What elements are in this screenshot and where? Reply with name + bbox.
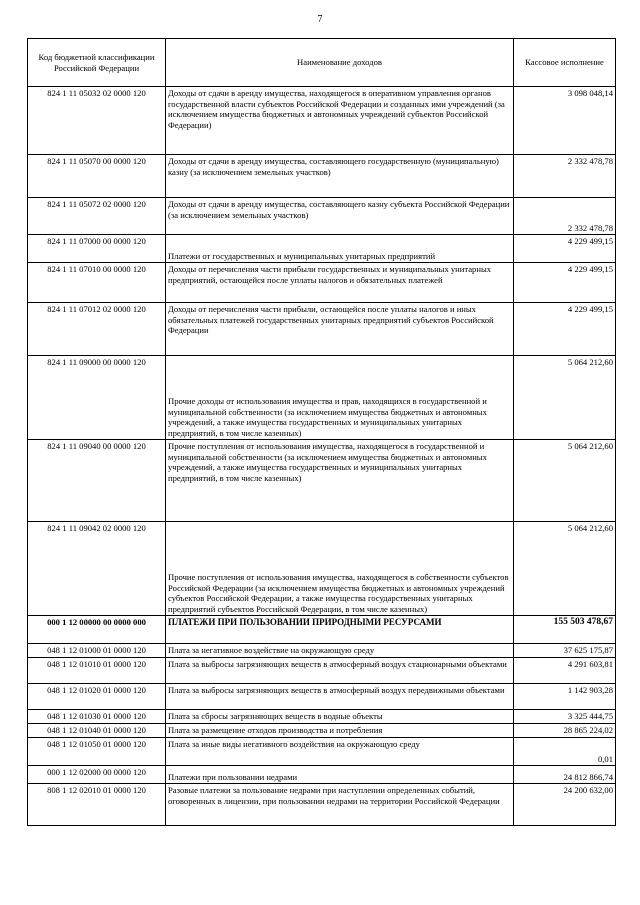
header-code: Код бюджетной классификации Российской Федерации	[28, 39, 166, 87]
row-name: Прочие доходы от использования имущества и прав, находящихся в государственной и муниципальной собственности (за исключением имущества бюджетных и автономных учреждений, а также имущества государственных и муниципальных унитарных предприятий, в том числе казенных)	[166, 356, 514, 440]
table-row	[28, 356, 616, 440]
row-amount: 3 325 444,75	[514, 710, 616, 724]
header-amount: Кассовое исполнение	[514, 39, 616, 87]
row-name: Разовые платежи за пользование недрами при наступлении определенных событий, оговоренных в лицензии, при пользовании недрами на территории Российской Федерации	[166, 784, 514, 826]
row-name: Доходы от сдачи в аренду имущества, составляющего казну субъекта Российской Федерации (за исключением земельных участков)	[166, 198, 514, 235]
row-amount: 24 200 632,00	[514, 784, 616, 826]
row-code: 824 1 11 07012 02 0000 120	[28, 303, 166, 356]
row-name: ПЛАТЕЖИ ПРИ ПОЛЬЗОВАНИИ ПРИРОДНЫМИ РЕСУРСАМИ	[166, 616, 514, 644]
row-code: 000 1 12 02000 00 0000 120	[28, 766, 166, 784]
row-code: 048 1 12 01050 01 0000 120	[28, 738, 166, 766]
table-row	[28, 235, 616, 263]
row-name: Плата за выбросы загрязняющих веществ в атмосферный воздух передвижными объектами	[166, 684, 514, 710]
row-name: Плата за размещение отходов производства и потребления	[166, 724, 514, 738]
row-amount: 5 064 212,60	[514, 440, 616, 522]
table-row	[28, 263, 616, 303]
table-row	[28, 440, 616, 522]
row-code: 048 1 12 01020 01 0000 120	[28, 684, 166, 710]
row-amount: 4 229 499,15	[514, 235, 616, 263]
row-code: 824 1 11 05072 02 0000 120	[28, 198, 166, 235]
row-code: 048 1 12 01040 01 0000 120	[28, 724, 166, 738]
table-row	[28, 155, 616, 198]
row-code: 824 1 11 07010 00 0000 120	[28, 263, 166, 303]
table-row	[28, 658, 616, 684]
row-name: Доходы от сдачи в аренду имущества, находящегося в оперативном управления органов государственной власти субъектов Российской Федерации и созданных ими учреждений (за исключением имущества бюджетных и автономных учреждений субъектов Российской Федерации)	[166, 87, 514, 155]
row-name: Плата за иные виды негативного воздействия на окружающую среду	[166, 738, 514, 766]
row-amount: 3 098 048,14	[514, 87, 616, 155]
table-row	[28, 684, 616, 710]
table-row	[28, 724, 616, 738]
table-row	[28, 784, 616, 826]
row-code: 824 1 11 05070 00 0000 120	[28, 155, 166, 198]
table-header-row	[28, 39, 616, 87]
row-amount: 2 332 478,78	[514, 155, 616, 198]
row-amount: 37 625 175,87	[514, 644, 616, 658]
row-amount: 5 064 212,60	[514, 522, 616, 616]
row-amount: 4 229 499,15	[514, 263, 616, 303]
row-amount: 4 291 603,81	[514, 658, 616, 684]
row-name: Плата за негативное воздействие на окружающую среду	[166, 644, 514, 658]
header-name: Наименование доходов	[166, 39, 514, 87]
table-row	[28, 522, 616, 616]
row-amount: 5 064 212,60	[514, 356, 616, 440]
row-code: 048 1 12 01010 01 0000 120	[28, 658, 166, 684]
table-row	[28, 766, 616, 784]
table-row-section	[28, 616, 616, 644]
row-code: 824 1 11 09042 02 0000 120	[28, 522, 166, 616]
row-code: 000 1 12 00000 00 0000 000	[28, 616, 166, 644]
row-amount: 2 332 478,78	[514, 198, 616, 235]
row-code: 824 1 11 07000 00 0000 120	[28, 235, 166, 263]
page-number: 7	[317, 14, 323, 25]
row-name: Прочие поступления от использования имущества, находящегося в государственной и муниципальной собственности (за исключением имущества бюджетных и автономных учреждений, а также имущества государственных и муниципальных унитарных предприятий, в том числе казенных)	[166, 440, 514, 522]
row-name: Доходы от перечисления части прибыли государственных и муниципальных унитарных предприятий, остающейся после уплаты налогов и обязательных платежей	[166, 263, 514, 303]
row-amount: 0,01	[514, 738, 616, 766]
row-name: Платежи от государственных и муниципальных унитарных предприятий	[166, 235, 514, 263]
row-code: 048 1 12 01030 01 0000 120	[28, 710, 166, 724]
row-code: 824 1 11 05032 02 0000 120	[28, 87, 166, 155]
row-name: Платежи при пользовании недрами	[166, 766, 514, 784]
row-amount: 24 812 866,74	[514, 766, 616, 784]
row-amount: 155 503 478,67	[514, 616, 616, 644]
table-row	[28, 644, 616, 658]
row-name: Плата за выбросы загрязняющих веществ в атмосферный воздух стационарными объектами	[166, 658, 514, 684]
row-amount: 4 229 499,15	[514, 303, 616, 356]
row-name: Плата за сбросы загрязняющих веществ в водные объекты	[166, 710, 514, 724]
table-row	[28, 198, 616, 235]
row-amount: 1 142 903,28	[514, 684, 616, 710]
row-amount: 28 865 224,02	[514, 724, 616, 738]
row-code: 048 1 12 01000 01 0000 120	[28, 644, 166, 658]
row-name: Прочие поступления от использования имущества, находящегося в собственности субъектов Российской Федерации (за исключением имущества бюджетных и автономных учреждений субъектов Российской Федерации, а также имущества государственных унитарных предприятий субъектов Российской Федерации, в том числе казенных)	[166, 522, 514, 616]
table-row	[28, 710, 616, 724]
row-name: Доходы от сдачи в аренду имущества, составляющего государственную (муниципальную) казну (за исключением земельных участков)	[166, 155, 514, 198]
revenue-table	[27, 38, 616, 826]
row-code: 824 1 11 09000 00 0000 120	[28, 356, 166, 440]
table-row	[28, 87, 616, 155]
table-row	[28, 738, 616, 766]
row-name: Доходы от перечисления части прибыли, остающейся после уплаты налогов и иных обязательных платежей государственных унитарных предприятий субъектов Российской Федерации	[166, 303, 514, 356]
row-code: 824 1 11 09040 00 0000 120	[28, 440, 166, 522]
table-row	[28, 303, 616, 356]
row-code: 808 1 12 02010 01 0000 120	[28, 784, 166, 826]
